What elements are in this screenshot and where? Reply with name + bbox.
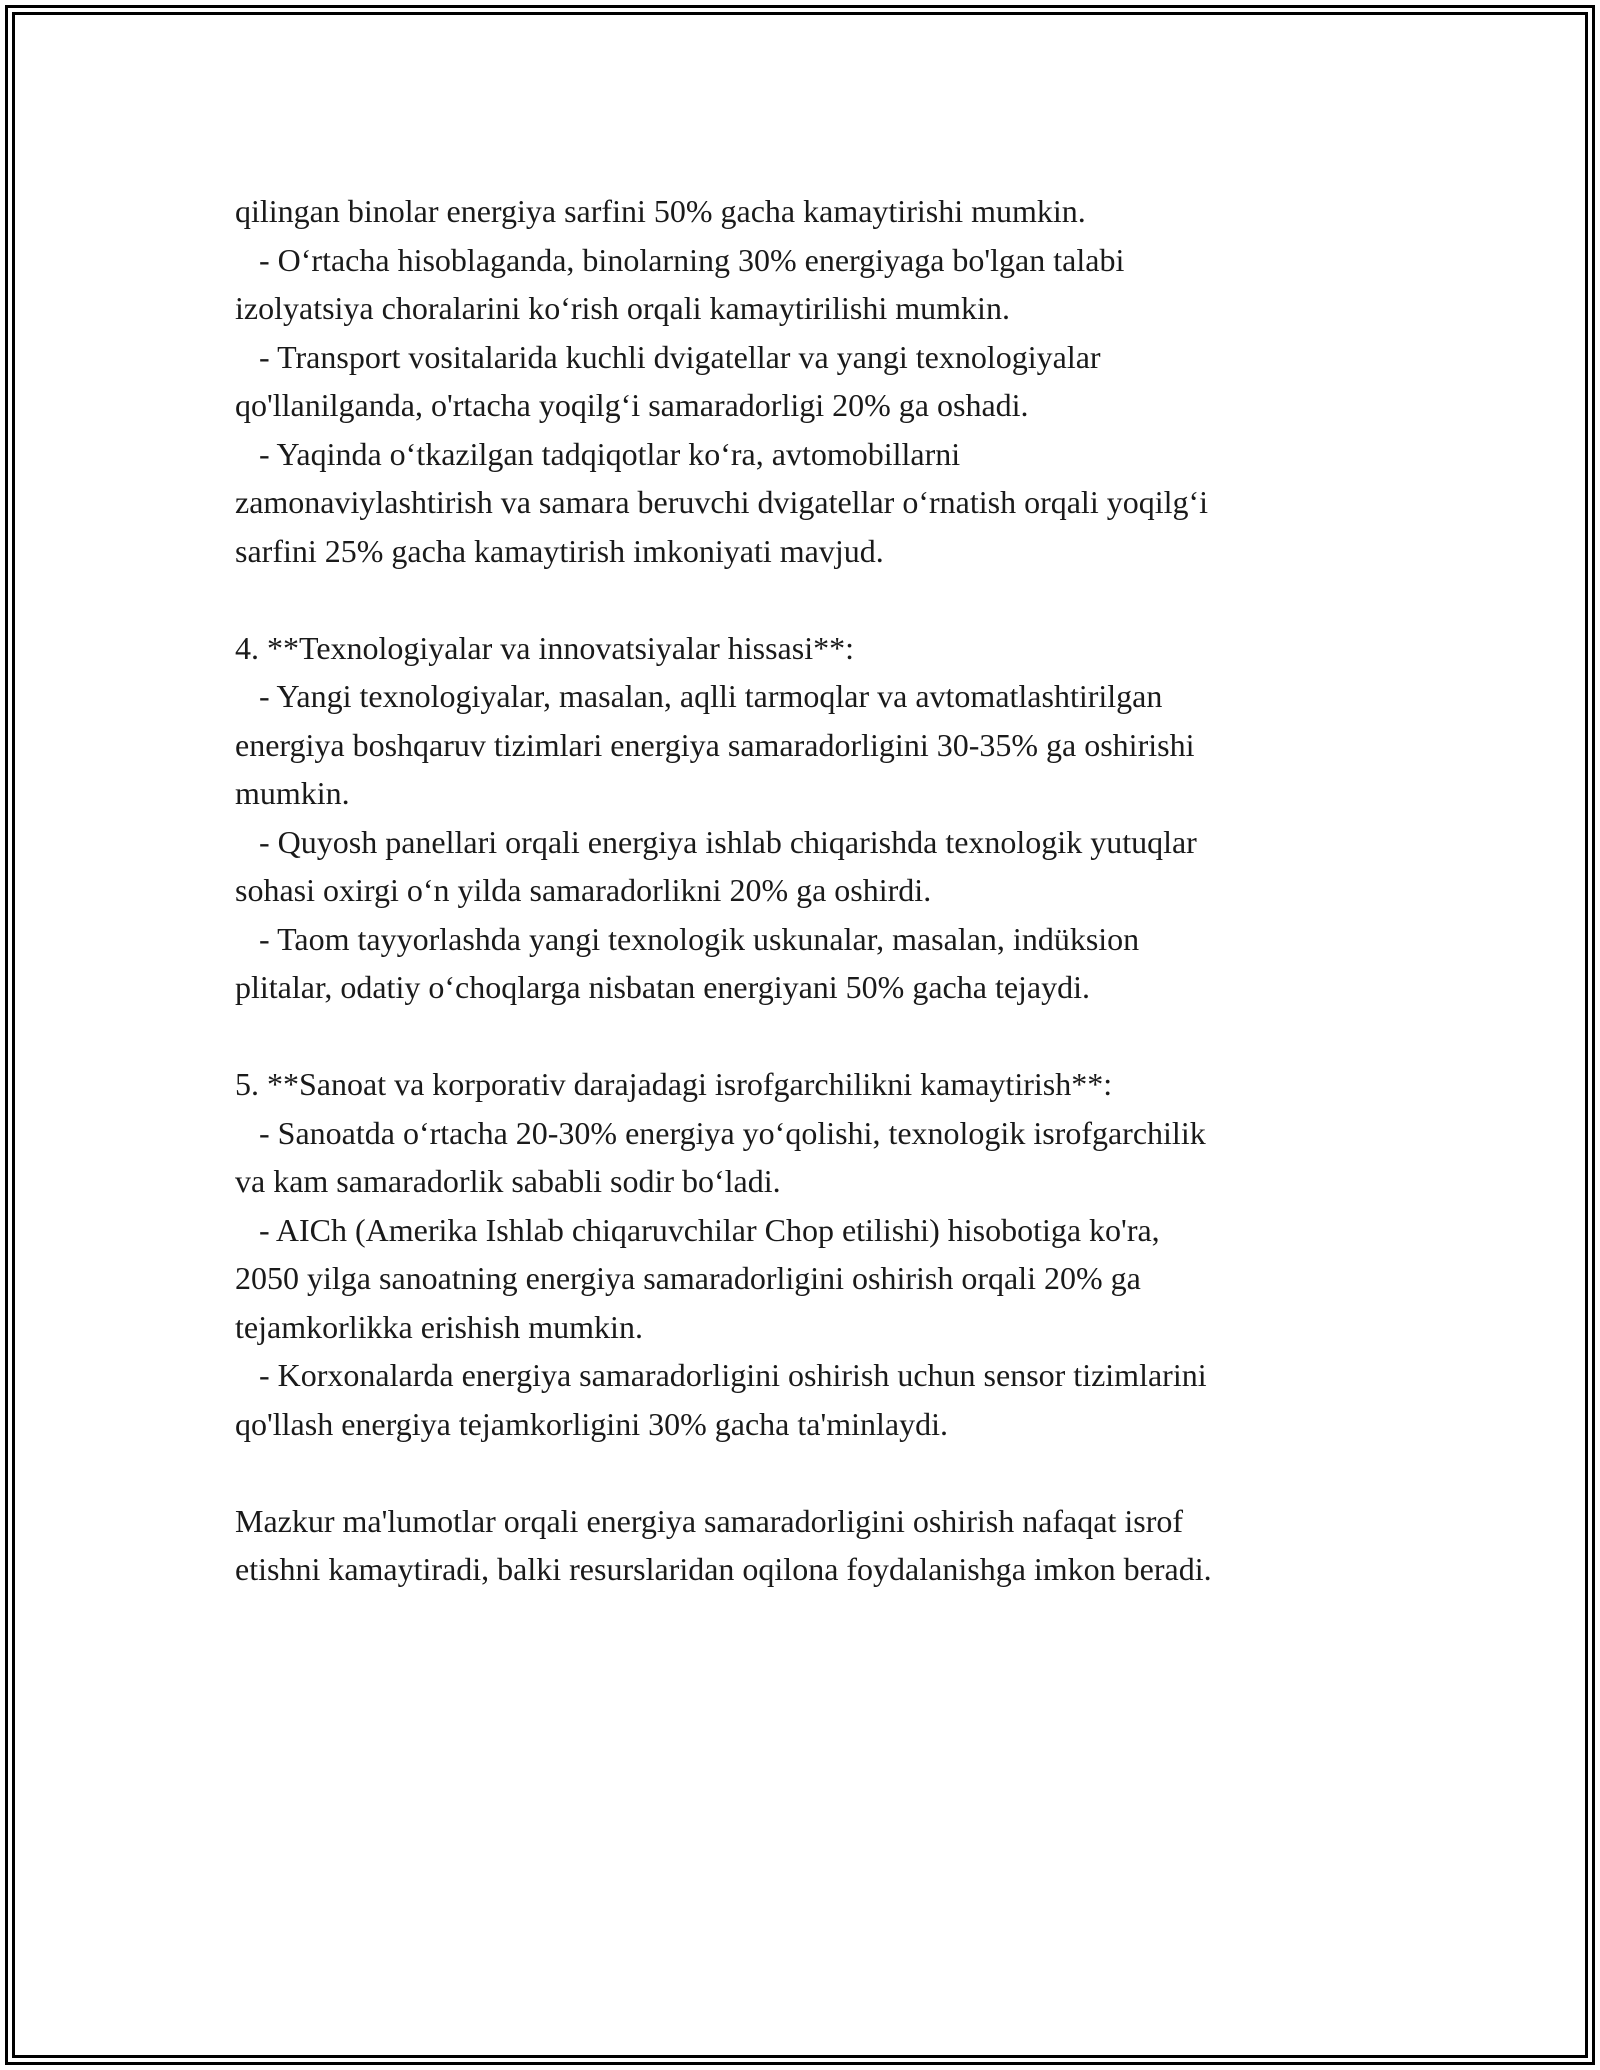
text-line: tejamkorlikka erishish mumkin.: [235, 1308, 643, 1345]
list-item: - AICh (Amerika Ishlab chiqaruvchilar Chop etilishi) hisobotiga ko'ra,: [235, 1211, 1160, 1248]
text-line: izolyatsiya choralarini ko‘rish orqali kamaytirilishi mumkin.: [235, 290, 1010, 326]
list-item: - Sanoatda o‘rtacha 20-30% energiya yo‘qolishi, texnologik isrofgarchilik: [235, 1114, 1206, 1151]
document-body: [235, 187, 1365, 1594]
paragraph-gap: [235, 575, 1365, 624]
list-item: - Transport vositalarida kuchli dvigatellar va yangi texnologiyalar: [235, 338, 1101, 375]
conclusion-line: Mazkur ma'lumotlar orqali energiya samaradorligini oshirish nafaqat isrof: [235, 1502, 1183, 1539]
text-line: 2050 yilga sanoatning energiya samaradorligini oshirish orqali 20% ga: [235, 1260, 1141, 1296]
text-line: energiya boshqaruv tizimlari energiya samaradorligini 30-35% ga oshirishi: [235, 726, 1195, 763]
text-line: sohasi oxirgi o‘n yilda samaradorlikni 20% ga oshirdi.: [235, 872, 932, 908]
paragraph-gap: [235, 1012, 1365, 1061]
text-line: mumkin.: [235, 775, 350, 811]
text-line: zamonaviylashtirish va samara beruvchi dvigatellar o‘rnatish orqali yoqilg‘i: [235, 484, 1209, 520]
section-heading: 4. **Texnologiyalar va innovatsiyalar hissasi**:: [235, 629, 854, 666]
list-item: - Quyosh panellari orqali energiya ishlab chiqarishda texnologik yutuqlar: [235, 823, 1197, 860]
text-line: qo'llanilganda, o'rtacha yoqilg‘i samaradorligi 20% ga oshadi.: [235, 387, 1029, 423]
conclusion-line: etishni kamaytiradi, balki resurslaridan oqilona foydalanishga imkon beradi.: [235, 1551, 1212, 1587]
paragraph-gap: [235, 1448, 1365, 1497]
text-line: qo'llash energiya tejamkorligini 30% gacha ta'minlaydi.: [235, 1405, 948, 1442]
list-item: - Korxonalarda energiya samaradorligini oshirish uchun sensor tizimlarini: [235, 1357, 1207, 1393]
text-line: plitalar, odatiy o‘choqlarga nisbatan energiyani 50% gacha tejaydi.: [235, 969, 1091, 1005]
list-item: - Yangi texnologiyalar, masalan, aqlli tarmoqlar va avtomatlashtirilgan: [235, 678, 1163, 714]
section-heading: 5. **Sanoat va korporativ darajadagi isrofgarchilikni kamaytirish**:: [235, 1066, 1113, 1102]
list-item: - Yaqinda o‘tkazilgan tadqiqotlar ko‘ra, avtomobillarni: [235, 435, 961, 472]
text-line: qilingan binolar energiya sarfini 50% gacha kamaytirishi mumkin.: [235, 193, 1086, 229]
list-item: - O‘rtacha hisoblaganda, binolarning 30% energiyaga bo'lgan talabi: [235, 241, 1125, 278]
text-line: va kam samaradorlik sababli sodir bo‘ladi.: [235, 1163, 781, 1199]
text-line: sarfini 25% gacha kamaytirish imkoniyati mavjud.: [235, 532, 884, 569]
list-item: - Taom tayyorlashda yangi texnologik uskunalar, masalan, indüksion: [235, 920, 1140, 957]
